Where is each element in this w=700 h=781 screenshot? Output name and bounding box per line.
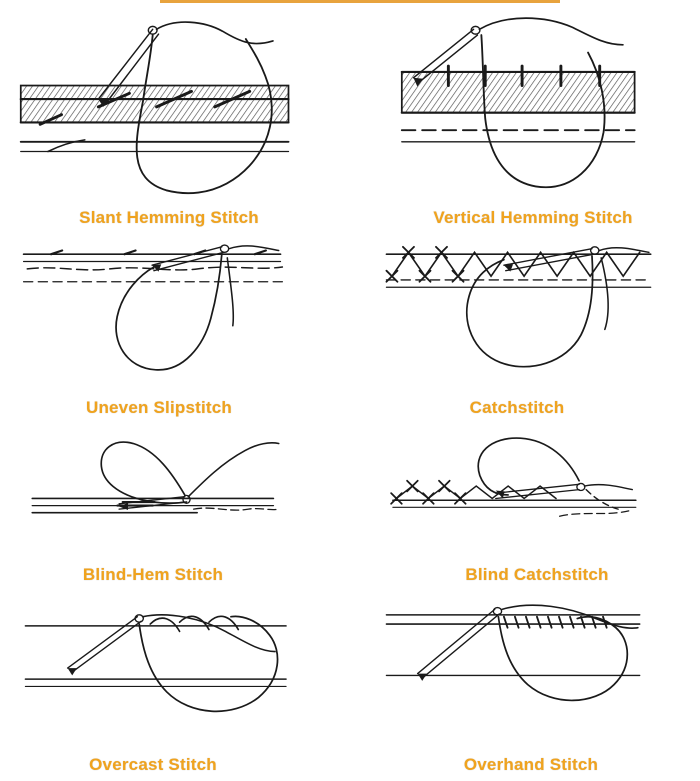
figure-caption: Uneven Slipstitch bbox=[85, 398, 233, 417]
figure-caption: Slant Hemming Stitch bbox=[79, 208, 259, 227]
figure-caption: Overcast Stitch bbox=[89, 755, 217, 774]
figure-caption: Vertical Hemming Stitch bbox=[433, 208, 633, 227]
figure-illustration bbox=[0, 234, 350, 390]
figure-illustration bbox=[0, 591, 350, 747]
figure-illustration bbox=[0, 424, 350, 557]
figure-illustration bbox=[0, 6, 350, 200]
figure-illustration bbox=[350, 6, 700, 200]
figure-illustration bbox=[350, 234, 700, 390]
figure-blind-hem-stitch bbox=[0, 424, 350, 591]
figure-vertical-hemming-stitch bbox=[350, 6, 700, 234]
figure-caption: Blind Catchstitch bbox=[465, 565, 609, 584]
figure-catchstitch bbox=[350, 234, 700, 424]
figure-illustration bbox=[350, 424, 700, 557]
figure-overcast-stitch bbox=[0, 591, 350, 781]
figure-blind-catchstitch bbox=[350, 424, 700, 591]
figure-grid bbox=[0, 6, 700, 781]
figure-illustration bbox=[350, 591, 700, 747]
figure-caption: Catchstitch bbox=[469, 398, 565, 417]
figure-caption: Blind-Hem Stitch bbox=[82, 565, 224, 584]
figure-caption: Overhand Stitch bbox=[463, 755, 599, 774]
figure-slant-hemming-stitch bbox=[0, 6, 350, 234]
figure-overhand-stitch bbox=[350, 591, 700, 781]
figure-uneven-slipstitch bbox=[0, 234, 350, 424]
top-divider-rule bbox=[160, 0, 560, 3]
